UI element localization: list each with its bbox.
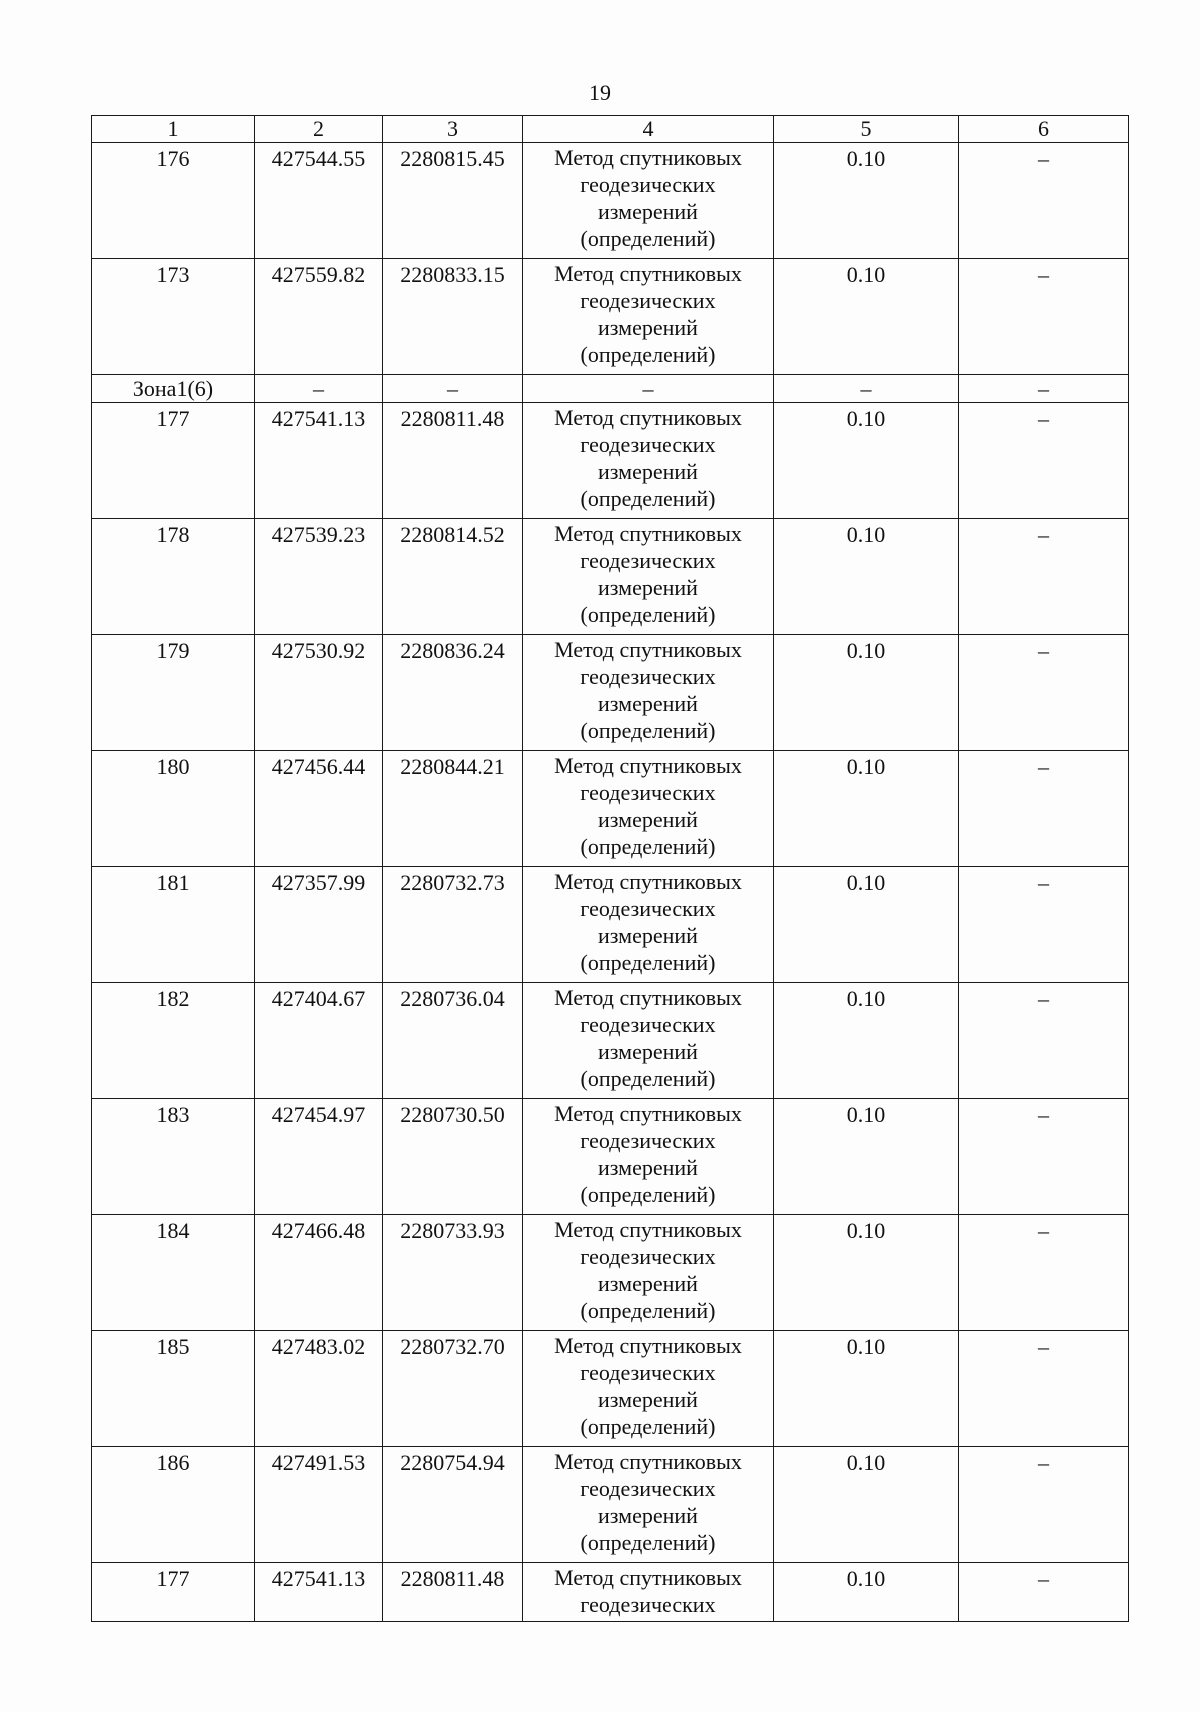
table-row bbox=[92, 1563, 1129, 1622]
method-line: геодезических bbox=[580, 1244, 716, 1269]
column-header: 1 bbox=[92, 116, 255, 143]
accuracy-cell: 0.10 bbox=[774, 1331, 959, 1447]
method-line: (определений) bbox=[580, 1298, 716, 1323]
column-header: 2 bbox=[255, 116, 383, 143]
accuracy-cell: 0.10 bbox=[774, 519, 959, 635]
method-line: (определений) bbox=[580, 602, 716, 627]
y-coordinate-cell: 2280815.45 bbox=[383, 143, 523, 259]
method-cell bbox=[523, 983, 774, 1099]
accuracy-cell: 0.10 bbox=[774, 259, 959, 375]
method-line: Метод спутниковых bbox=[554, 1101, 742, 1126]
table-row bbox=[92, 259, 1129, 375]
point-number-cell: 181 bbox=[92, 867, 255, 983]
method-line: измерений bbox=[598, 1387, 698, 1412]
method-line: (определений) bbox=[580, 226, 716, 251]
zone-row bbox=[92, 375, 1129, 403]
y-coordinate-cell: 2280732.73 bbox=[383, 867, 523, 983]
coordinates-table bbox=[91, 115, 1129, 1622]
y-coordinate-cell: 2280833.15 bbox=[383, 259, 523, 375]
table-row bbox=[92, 983, 1129, 1099]
y-coordinate-cell: 2280733.93 bbox=[383, 1215, 523, 1331]
y-coordinate-cell: 2280736.04 bbox=[383, 983, 523, 1099]
point-number-cell: 185 bbox=[92, 1331, 255, 1447]
x-coordinate-cell: 427357.99 bbox=[255, 867, 383, 983]
method-line: Метод спутниковых bbox=[554, 261, 742, 286]
note-cell: – bbox=[959, 1331, 1129, 1447]
method-line: геодезических bbox=[580, 1128, 716, 1153]
table-header bbox=[92, 116, 1129, 143]
y-coordinate-cell: 2280732.70 bbox=[383, 1331, 523, 1447]
method-cell bbox=[523, 1563, 774, 1622]
note-cell: – bbox=[959, 1215, 1129, 1331]
table-row bbox=[92, 1215, 1129, 1331]
y-coordinate-cell: 2280811.48 bbox=[383, 1563, 523, 1622]
y-coordinate-cell: 2280730.50 bbox=[383, 1099, 523, 1215]
x-coordinate-cell: 427544.55 bbox=[255, 143, 383, 259]
method-line: (определений) bbox=[580, 1182, 716, 1207]
note-cell: – bbox=[959, 1563, 1129, 1622]
method-cell bbox=[523, 867, 774, 983]
x-coordinate-cell: 427491.53 bbox=[255, 1447, 383, 1563]
method-line: (определений) bbox=[580, 1414, 716, 1439]
method-line: измерений bbox=[598, 1155, 698, 1180]
method-cell bbox=[523, 635, 774, 751]
method-line: Метод спутниковых bbox=[554, 985, 742, 1010]
method-line: – bbox=[642, 376, 654, 401]
accuracy-cell: 0.10 bbox=[774, 983, 959, 1099]
method-line: измерений bbox=[598, 923, 698, 948]
table-body bbox=[92, 143, 1129, 1622]
note-cell: – bbox=[959, 1099, 1129, 1215]
table-row bbox=[92, 867, 1129, 983]
point-number-cell: 177 bbox=[92, 403, 255, 519]
table-row bbox=[92, 403, 1129, 519]
x-coordinate-cell: 427541.13 bbox=[255, 1563, 383, 1622]
accuracy-cell: – bbox=[774, 375, 959, 403]
table-row bbox=[92, 1447, 1129, 1563]
accuracy-cell: 0.10 bbox=[774, 1099, 959, 1215]
method-cell bbox=[523, 519, 774, 635]
method-cell bbox=[523, 1447, 774, 1563]
method-line: измерений bbox=[598, 807, 698, 832]
method-line: (определений) bbox=[580, 1066, 716, 1091]
y-coordinate-cell: 2280814.52 bbox=[383, 519, 523, 635]
accuracy-cell: 0.10 bbox=[774, 1215, 959, 1331]
method-line: геодезических bbox=[580, 548, 716, 573]
method-line: измерений bbox=[598, 1039, 698, 1064]
method-cell bbox=[523, 375, 774, 403]
point-number-cell: Зона1(6) bbox=[92, 375, 255, 403]
accuracy-cell: 0.10 bbox=[774, 403, 959, 519]
accuracy-cell: 0.10 bbox=[774, 1447, 959, 1563]
point-number-cell: 184 bbox=[92, 1215, 255, 1331]
column-header: 5 bbox=[774, 116, 959, 143]
y-coordinate-cell: 2280836.24 bbox=[383, 635, 523, 751]
method-line: Метод спутниковых bbox=[554, 405, 742, 430]
point-number-cell: 173 bbox=[92, 259, 255, 375]
method-line: (определений) bbox=[580, 342, 716, 367]
method-line: Метод спутниковых bbox=[554, 145, 742, 170]
table-row bbox=[92, 1099, 1129, 1215]
note-cell: – bbox=[959, 1447, 1129, 1563]
method-line: измерений bbox=[598, 1271, 698, 1296]
method-line: геодезических bbox=[580, 896, 716, 921]
header-row bbox=[92, 116, 1129, 143]
method-cell bbox=[523, 143, 774, 259]
method-line: измерений bbox=[598, 691, 698, 716]
note-cell: – bbox=[959, 143, 1129, 259]
method-line: геодезических bbox=[580, 1592, 716, 1617]
note-cell: – bbox=[959, 983, 1129, 1099]
method-line: (определений) bbox=[580, 834, 716, 859]
point-number-cell: 179 bbox=[92, 635, 255, 751]
note-cell: – bbox=[959, 867, 1129, 983]
method-line: измерений bbox=[598, 315, 698, 340]
accuracy-cell: 0.10 bbox=[774, 751, 959, 867]
x-coordinate-cell: 427559.82 bbox=[255, 259, 383, 375]
y-coordinate-cell: 2280754.94 bbox=[383, 1447, 523, 1563]
method-line: Метод спутниковых bbox=[554, 1333, 742, 1358]
method-cell bbox=[523, 1331, 774, 1447]
method-line: (определений) bbox=[580, 486, 716, 511]
accuracy-cell: 0.10 bbox=[774, 635, 959, 751]
method-line: (определений) bbox=[580, 718, 716, 743]
method-line: геодезических bbox=[580, 664, 716, 689]
table-row bbox=[92, 635, 1129, 751]
method-cell bbox=[523, 403, 774, 519]
method-line: геодезических bbox=[580, 1012, 716, 1037]
page-number: 19 bbox=[589, 80, 611, 105]
x-coordinate-cell: 427530.92 bbox=[255, 635, 383, 751]
note-cell: – bbox=[959, 519, 1129, 635]
x-coordinate-cell: 427541.13 bbox=[255, 403, 383, 519]
point-number-cell: 186 bbox=[92, 1447, 255, 1563]
table-row bbox=[92, 1331, 1129, 1447]
point-number-cell: 182 bbox=[92, 983, 255, 1099]
method-line: геодезических bbox=[580, 288, 716, 313]
method-line: (определений) bbox=[580, 1530, 716, 1555]
method-line: геодезических bbox=[580, 432, 716, 457]
x-coordinate-cell: 427404.67 bbox=[255, 983, 383, 1099]
point-number-cell: 183 bbox=[92, 1099, 255, 1215]
method-line: Метод спутниковых bbox=[554, 753, 742, 778]
point-number-cell: 176 bbox=[92, 143, 255, 259]
table-row bbox=[92, 519, 1129, 635]
method-cell bbox=[523, 751, 774, 867]
y-coordinate-cell: – bbox=[383, 375, 523, 403]
method-line: Метод спутниковых bbox=[554, 869, 742, 894]
method-line: Метод спутниковых bbox=[554, 1217, 742, 1242]
note-cell: – bbox=[959, 635, 1129, 751]
method-line: Метод спутниковых bbox=[554, 521, 742, 546]
accuracy-cell: 0.10 bbox=[774, 143, 959, 259]
method-line: Метод спутниковых bbox=[554, 1449, 742, 1474]
y-coordinate-cell: 2280811.48 bbox=[383, 403, 523, 519]
point-number-cell: 178 bbox=[92, 519, 255, 635]
accuracy-cell: 0.10 bbox=[774, 867, 959, 983]
note-cell: – bbox=[959, 375, 1129, 403]
method-line: (определений) bbox=[580, 950, 716, 975]
x-coordinate-cell: 427539.23 bbox=[255, 519, 383, 635]
column-header: 6 bbox=[959, 116, 1129, 143]
method-line: Метод спутниковых bbox=[554, 1565, 742, 1590]
method-line: измерений bbox=[598, 199, 698, 224]
column-header: 3 bbox=[383, 116, 523, 143]
method-cell bbox=[523, 1099, 774, 1215]
point-number-cell: 180 bbox=[92, 751, 255, 867]
method-line: измерений bbox=[598, 459, 698, 484]
accuracy-cell: 0.10 bbox=[774, 1563, 959, 1622]
method-line: геодезических bbox=[580, 780, 716, 805]
x-coordinate-cell: 427466.48 bbox=[255, 1215, 383, 1331]
method-line: геодезических bbox=[580, 172, 716, 197]
method-cell bbox=[523, 1215, 774, 1331]
x-coordinate-cell: 427483.02 bbox=[255, 1331, 383, 1447]
note-cell: – bbox=[959, 751, 1129, 867]
table-row bbox=[92, 751, 1129, 867]
method-line: геодезических bbox=[580, 1360, 716, 1385]
point-number-cell: 177 bbox=[92, 1563, 255, 1622]
column-header: 4 bbox=[523, 116, 774, 143]
table-row bbox=[92, 143, 1129, 259]
x-coordinate-cell: 427454.97 bbox=[255, 1099, 383, 1215]
method-line: Метод спутниковых bbox=[554, 637, 742, 662]
method-line: геодезических bbox=[580, 1476, 716, 1501]
note-cell: – bbox=[959, 259, 1129, 375]
y-coordinate-cell: 2280844.21 bbox=[383, 751, 523, 867]
method-cell bbox=[523, 259, 774, 375]
method-line: измерений bbox=[598, 575, 698, 600]
note-cell: – bbox=[959, 403, 1129, 519]
x-coordinate-cell: 427456.44 bbox=[255, 751, 383, 867]
x-coordinate-cell: – bbox=[255, 375, 383, 403]
method-line: измерений bbox=[598, 1503, 698, 1528]
